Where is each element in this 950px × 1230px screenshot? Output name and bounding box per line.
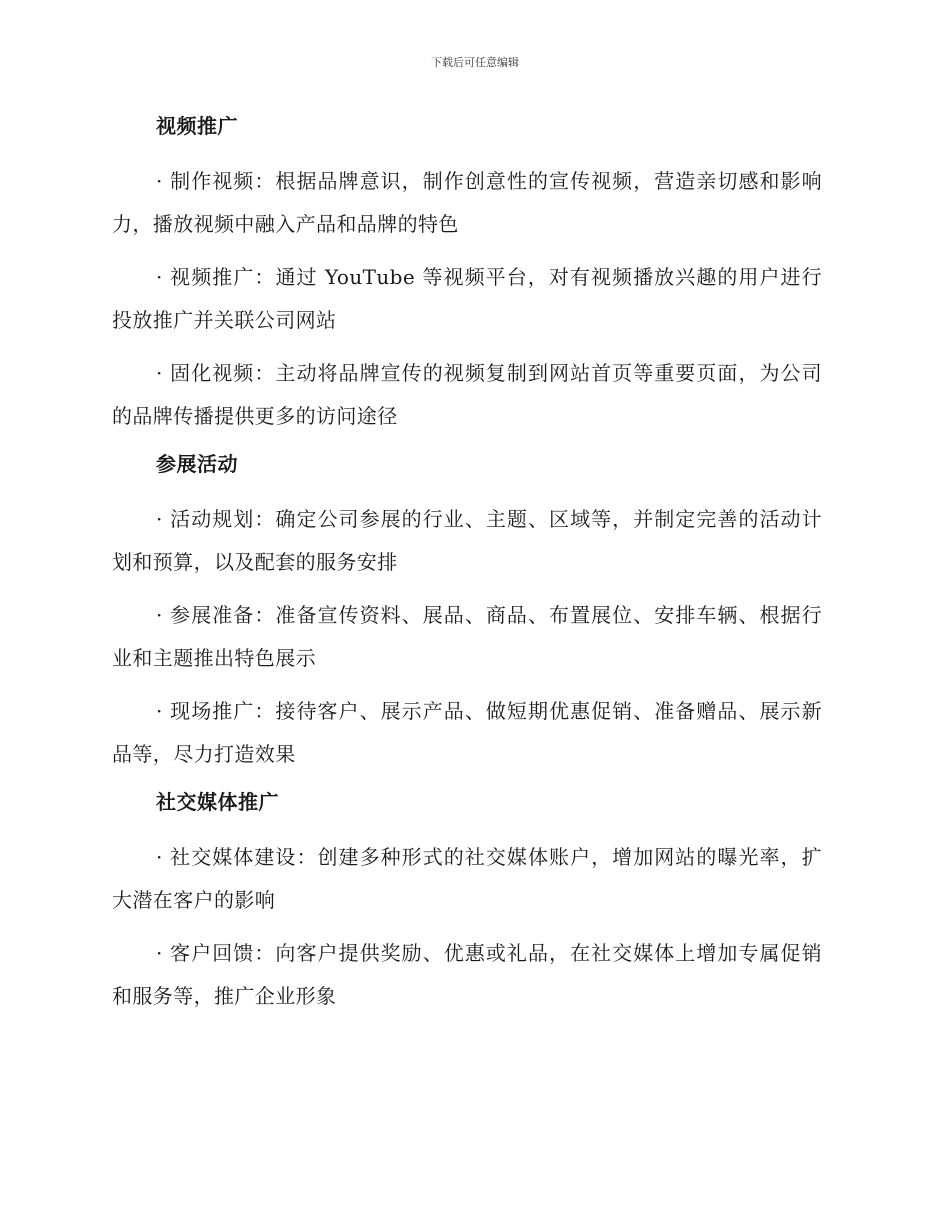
bullet-paragraph: · 客户回馈：向客户提供奖励、优惠或礼品，在社交媒体上增加专属促销和服务等，推广企业形象 (112, 941, 822, 1008)
section-social-media (112, 786, 822, 1018)
bullet-paragraph: · 现场推广：接待客户、展示产品、做短期优惠促销、准备赠品、展示新品等，尽力打造效果 (112, 699, 822, 766)
bullet-paragraph: · 视频推广：通过 YouTube 等视频平台，对有视频播放兴趣的用户进行投放推广并关联公司网站 (112, 265, 822, 332)
bullet-paragraph: · 活动规划：确定公司参展的行业、主题、区域等，并制定完善的活动计划和预算，以及配套的服务安排 (112, 507, 822, 574)
header-note: 下载后可任意编辑 (431, 56, 519, 69)
document-body (112, 110, 822, 1028)
bullet-paragraph: · 参展准备：准备宣传资料、展品、商品、布置展位、安排车辆、根据行业和主题推出特色展示 (112, 603, 822, 670)
section-video-promotion (112, 110, 822, 438)
bullet-paragraph: · 社交媒体建设：创建多种形式的社交媒体账户，增加网站的曝光率，扩大潜在客户的影响 (112, 845, 822, 912)
bullet-paragraph: · 固化视频：主动将品牌宣传的视频复制到网站首页等重要页面，为公司的品牌传播提供更多的访问途径 (112, 361, 822, 428)
bullet-paragraph: · 制作视频：根据品牌意识，制作创意性的宣传视频，营造亲切感和影响力，播放视频中融入产品和品牌的特色 (112, 169, 822, 236)
section-title: 参展活动 (156, 452, 238, 476)
section-title: 社交媒体推广 (156, 790, 279, 814)
section-title: 视频推广 (156, 114, 238, 138)
section-exhibition (112, 448, 822, 776)
